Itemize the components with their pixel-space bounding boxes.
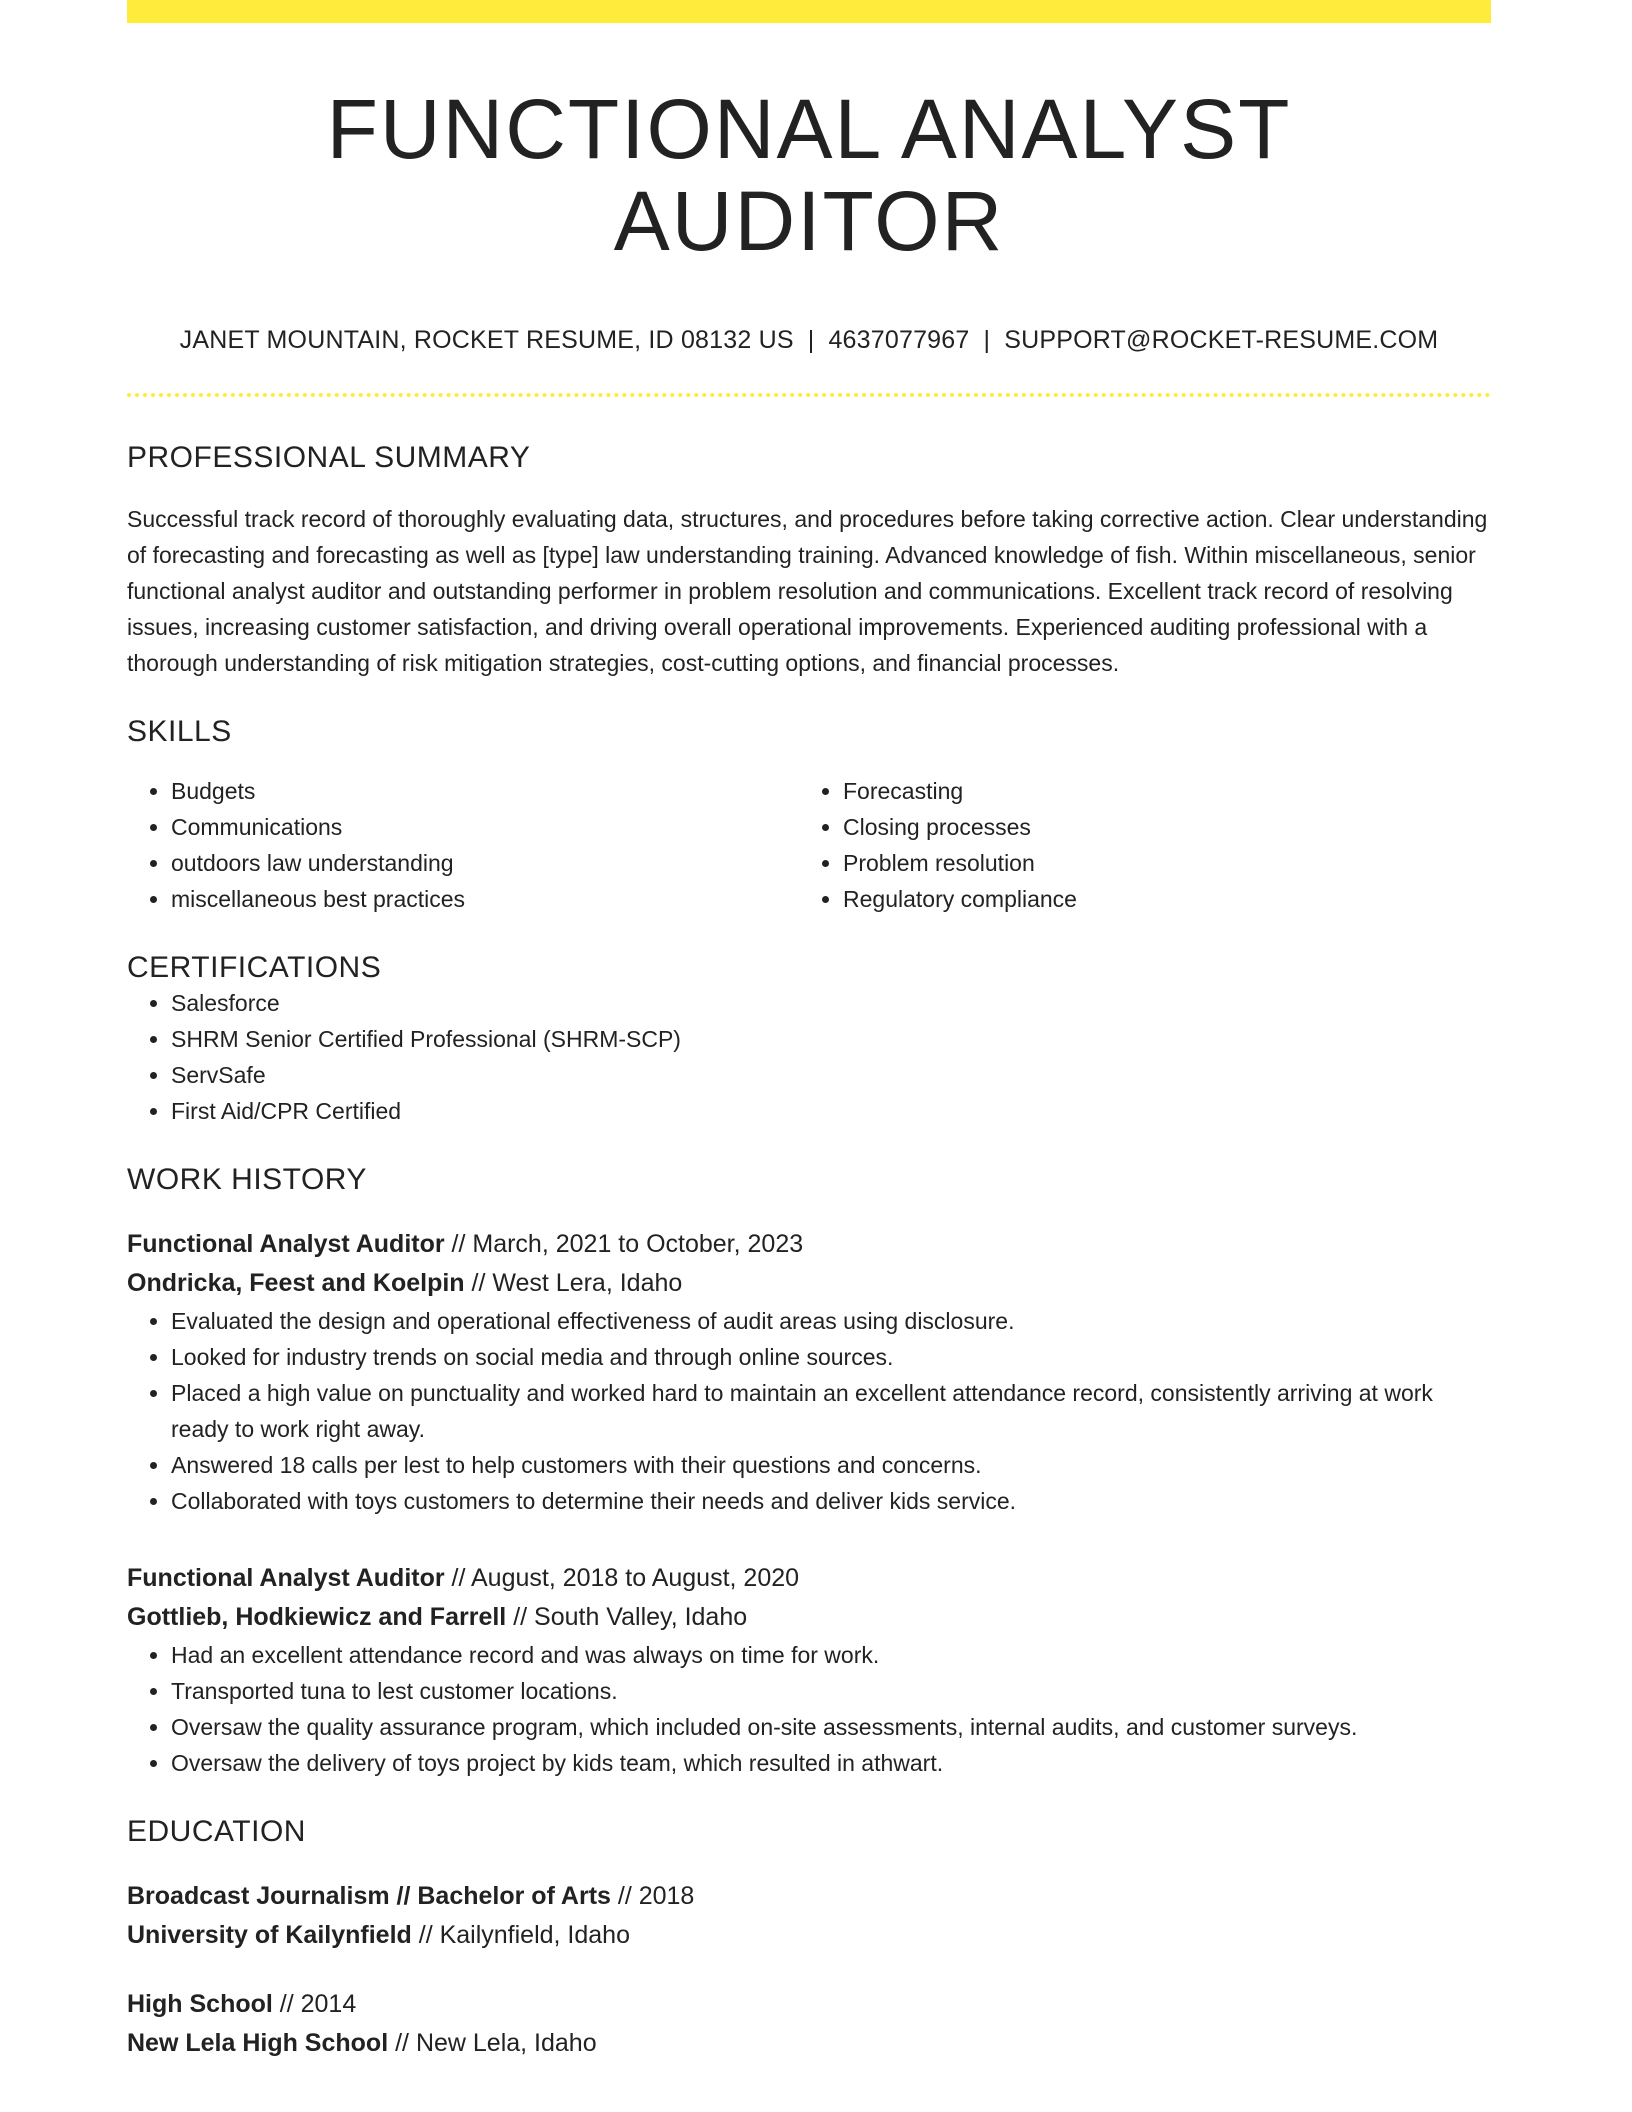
work-history-heading: WORK HISTORY — [127, 1162, 367, 1196]
job-bullet: • Looked for industry trends on social media and through online sources. — [171, 1339, 1491, 1375]
skills-columns — [127, 773, 1491, 917]
job-role: Functional Analyst Auditor — [127, 1229, 445, 1258]
dotted-divider — [127, 393, 1491, 397]
education-location: // Kailynfield, Idaho — [411, 1920, 630, 1949]
job-dates: // August, 2018 to August, 2020 — [444, 1563, 800, 1592]
job-bullets — [127, 1637, 1491, 1781]
education-heading: EDUCATION — [127, 1814, 306, 1848]
skill-item: • Budgets — [171, 773, 799, 809]
job-entry — [127, 1225, 1491, 1519]
skill-item: • Regulatory compliance — [843, 881, 1471, 917]
skills-column-right — [799, 773, 1471, 917]
certifications-heading: CERTIFICATIONS — [127, 950, 382, 984]
certifications-list — [127, 985, 1491, 1129]
contact-address: JANET MOUNTAIN, ROCKET RESUME, ID 08132 US — [179, 325, 794, 354]
certification-item: • First Aid/CPR Certified — [171, 1093, 1491, 1129]
job-role: Functional Analyst Auditor — [127, 1563, 445, 1592]
certification-item: • ServSafe — [171, 1057, 1491, 1093]
accent-top-bar — [127, 0, 1491, 23]
job-bullet: • Evaluated the design and operational effectiveness of audit areas using disclosure. — [171, 1303, 1491, 1339]
education-year: // 2018 — [610, 1881, 695, 1910]
education-entry — [127, 1877, 1491, 1955]
job-bullets — [127, 1303, 1491, 1519]
education-school-line — [127, 2024, 1491, 2063]
skill-item: • miscellaneous best practices — [171, 881, 799, 917]
job-location: // West Lera, Idaho — [464, 1268, 683, 1297]
job-dates: // March, 2021 to October, 2023 — [444, 1229, 804, 1258]
education-school: New Lela High School — [127, 2028, 389, 2057]
job-company-line — [127, 1598, 1491, 1637]
job-bullet: • Had an excellent attendance record and was always on time for work. — [171, 1637, 1491, 1673]
education-school: University of Kailynfield — [127, 1920, 412, 1949]
resume-title: FUNCTIONAL ANALYST AUDITOR — [326, 82, 1292, 269]
job-bullet: • Transported tuna to lest customer locations. — [171, 1673, 1491, 1709]
education-location: // New Lela, Idaho — [388, 2028, 597, 2057]
skill-item: • Problem resolution — [843, 845, 1471, 881]
job-location: // South Valley, Idaho — [506, 1602, 748, 1631]
education-school-line — [127, 1916, 1491, 1955]
contact-phone: 4637077967 — [828, 325, 970, 354]
skill-item: • Communications — [171, 809, 799, 845]
education-year: // 2014 — [272, 1989, 357, 2018]
education-degree: High School — [127, 1989, 273, 2018]
summary-heading: PROFESSIONAL SUMMARY — [127, 440, 531, 474]
job-entry — [127, 1559, 1491, 1781]
job-bullet: • Oversaw the delivery of toys project by kids team, which resulted in athwart. — [171, 1745, 1491, 1781]
job-company: Gottlieb, Hodkiewicz and Farrell — [127, 1602, 507, 1631]
job-company: Ondricka, Feest and Koelpin — [127, 1268, 465, 1297]
skill-item: • Closing processes — [843, 809, 1471, 845]
contact-email: SUPPORT@ROCKET-RESUME.COM — [1004, 325, 1439, 354]
job-role-line — [127, 1225, 1491, 1264]
contact-separator: | — [983, 325, 991, 354]
job-company-line — [127, 1264, 1491, 1303]
skills-column-left — [127, 773, 799, 917]
education-degree: Broadcast Journalism // Bachelor of Arts — [127, 1881, 611, 1910]
certification-item: • SHRM Senior Certified Professional (SHRM-SCP) — [171, 1021, 1491, 1057]
contact-line — [127, 326, 1491, 355]
job-bullet: • Placed a high value on punctuality and worked hard to maintain an excellent attendance record, consistently arriving at work ready to work right away. — [171, 1375, 1491, 1447]
certification-item: • Salesforce — [171, 985, 1491, 1021]
job-role-line — [127, 1559, 1491, 1598]
education-degree-line — [127, 1877, 1491, 1916]
summary-text: Successful track record of thoroughly evaluating data, structures, and procedures before taking corrective action. Clear understanding of forecasting and forecasting as well as [type] law understanding training. Advanced knowledge of fish. Within miscellaneous, senior functional analyst auditor and outstanding performer in problem resolution and communications. Excellent track record of resolving issues, increasing customer satisfaction, and driving overall operational improvements. Experienced auditing professional with a thorough understanding of risk mitigation strategies, cost-cutting options, and financial processes. — [127, 505, 1488, 676]
job-bullet: • Oversaw the quality assurance program, which included on-site assessments, internal audits, and customer surveys. — [171, 1709, 1491, 1745]
skills-heading: SKILLS — [127, 714, 232, 748]
education-entry — [127, 1985, 1491, 2063]
skill-item: • Forecasting — [843, 773, 1471, 809]
job-bullet: • Collaborated with toys customers to determine their needs and deliver kids service. — [171, 1483, 1491, 1519]
education-degree-line — [127, 1985, 1491, 2024]
resume-page — [127, 0, 1491, 2063]
job-bullet: • Answered 18 calls per lest to help customers with their questions and concerns. — [171, 1447, 1491, 1483]
contact-separator: | — [807, 325, 815, 354]
skill-item: • outdoors law understanding — [171, 845, 799, 881]
